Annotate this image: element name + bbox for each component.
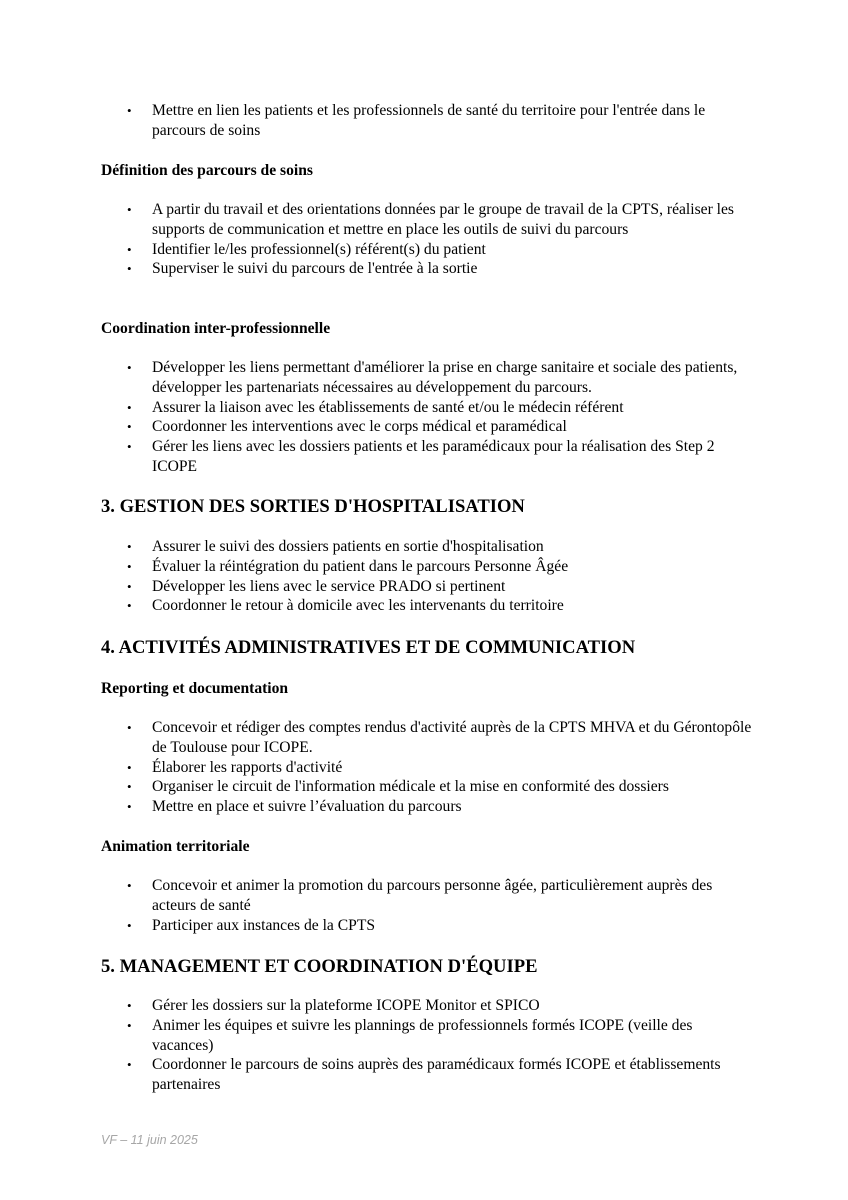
list-item: • Concevoir et rédiger des comptes rendus d'activité auprès de la CPTS MHVA et du Gérontopôle de Toulouse pour ICOPE. xyxy=(127,719,752,756)
bullet-icon: • xyxy=(127,241,132,257)
bullet-icon: • xyxy=(127,558,132,574)
list-item: • Développer les liens permettant d'améliorer la prise en charge sanitaire et sociale des patients, développer les partenariats nécessaires au développement du parcours. xyxy=(127,359,738,396)
bullet-icon: • xyxy=(127,1057,132,1073)
section5-list xyxy=(127,996,757,1095)
list-item: • Participer aux instances de la CPTS xyxy=(127,916,376,934)
list-item: • Identifier le/les professionnel(s) référent(s) du patient xyxy=(127,240,486,258)
list-item: • Mettre en place et suivre l’évaluation du parcours xyxy=(127,798,462,816)
footer-version-date: VF – 11 juin 2025 xyxy=(101,1133,198,1147)
list-item: • Gérer les dossiers sur la plateforme ICOPE Monitor et SPICO xyxy=(127,997,540,1014)
list-item: • Développer les liens avec le service PRADO si pertinent xyxy=(127,577,506,595)
bullet-icon: • xyxy=(127,202,132,217)
list-item: • Superviser le suivi du parcours de l'entrée à la sortie xyxy=(127,260,478,278)
list-item: • Animer les équipes et suivre les plannings de professionnels formés ICOPE (veille des vacances) xyxy=(127,1016,693,1054)
bullet-icon: • xyxy=(127,1017,132,1033)
list-item: • Élaborer les rapports d'activité xyxy=(127,758,343,776)
list-item: • A partir du travail et des orientations données par le groupe de travail de la CPTS, réaliser les supports de communication et mettre en place les outils de suivi du parcours xyxy=(127,201,734,238)
bullet-icon: • xyxy=(127,578,132,594)
list-item: • Assurer la liaison avec les établissements de santé et/ou le médecin référent xyxy=(127,398,624,416)
section-title-5: 5. MANAGEMENT ET COORDINATION D'ÉQUIPE xyxy=(101,956,538,977)
list-item: • Gérer les liens avec les dossiers patients et les paramédicaux pour la réalisation des Step 2 ICOPE xyxy=(127,438,715,475)
section3-list xyxy=(127,537,757,616)
reporting-list xyxy=(127,718,757,817)
list-item: • Évaluer la réintégration du patient dans le parcours Personne Âgée xyxy=(127,557,569,575)
bullet-icon: • xyxy=(127,399,132,415)
section-title-4: 4. ACTIVITÉS ADMINISTRATIVES ET DE COMMUNICATION xyxy=(101,637,636,658)
bullet-icon: • xyxy=(127,720,132,735)
intro-list xyxy=(127,101,757,141)
bullet-icon: • xyxy=(127,799,132,815)
list-item: • Organiser le circuit de l'information médicale et la mise en conformité des dossiers xyxy=(127,778,669,796)
bullet-icon: • xyxy=(127,539,132,554)
bullet-icon: • xyxy=(127,261,132,277)
bullet-icon: • xyxy=(127,917,132,933)
section-title-3: 3. GESTION DES SORTIES D'HOSPITALISATION xyxy=(101,496,525,517)
bullet-icon: • xyxy=(127,598,132,614)
bullet-icon: • xyxy=(127,103,132,118)
subheading-definition: Définition des parcours de soins xyxy=(101,162,313,179)
list-item: • Coordonner le parcours de soins auprès des paramédicaux formés ICOPE et établissements partenaires xyxy=(127,1056,721,1094)
bullet-icon: • xyxy=(127,360,132,375)
coordination-list xyxy=(127,358,757,477)
list-item: • Mettre en lien les patients et les professionnels de santé du territoire pour l'entrée dans le parcours de soins xyxy=(127,102,706,139)
list-item: • Concevoir et animer la promotion du parcours personne âgée, particulièrement auprès des acteurs de santé xyxy=(127,877,713,914)
bullet-icon: • xyxy=(127,878,132,893)
animation-list xyxy=(127,876,757,935)
definition-list xyxy=(127,200,757,279)
list-item: • Coordonner le retour à domicile avec les intervenants du territoire xyxy=(127,597,564,615)
subheading-coordination: Coordination inter-professionnelle xyxy=(101,320,331,337)
list-item: • Coordonner les interventions avec le corps médical et paramédical xyxy=(127,418,567,436)
subheading-animation: Animation territoriale xyxy=(101,838,250,855)
bullet-icon: • xyxy=(127,419,132,435)
bullet-icon: • xyxy=(127,439,132,455)
bullet-icon: • xyxy=(127,998,132,1013)
subheading-reporting: Reporting et documentation xyxy=(101,680,289,697)
bullet-icon: • xyxy=(127,779,132,795)
list-item: • Assurer le suivi des dossiers patients en sortie d'hospitalisation xyxy=(127,538,544,555)
bullet-icon: • xyxy=(127,759,132,775)
